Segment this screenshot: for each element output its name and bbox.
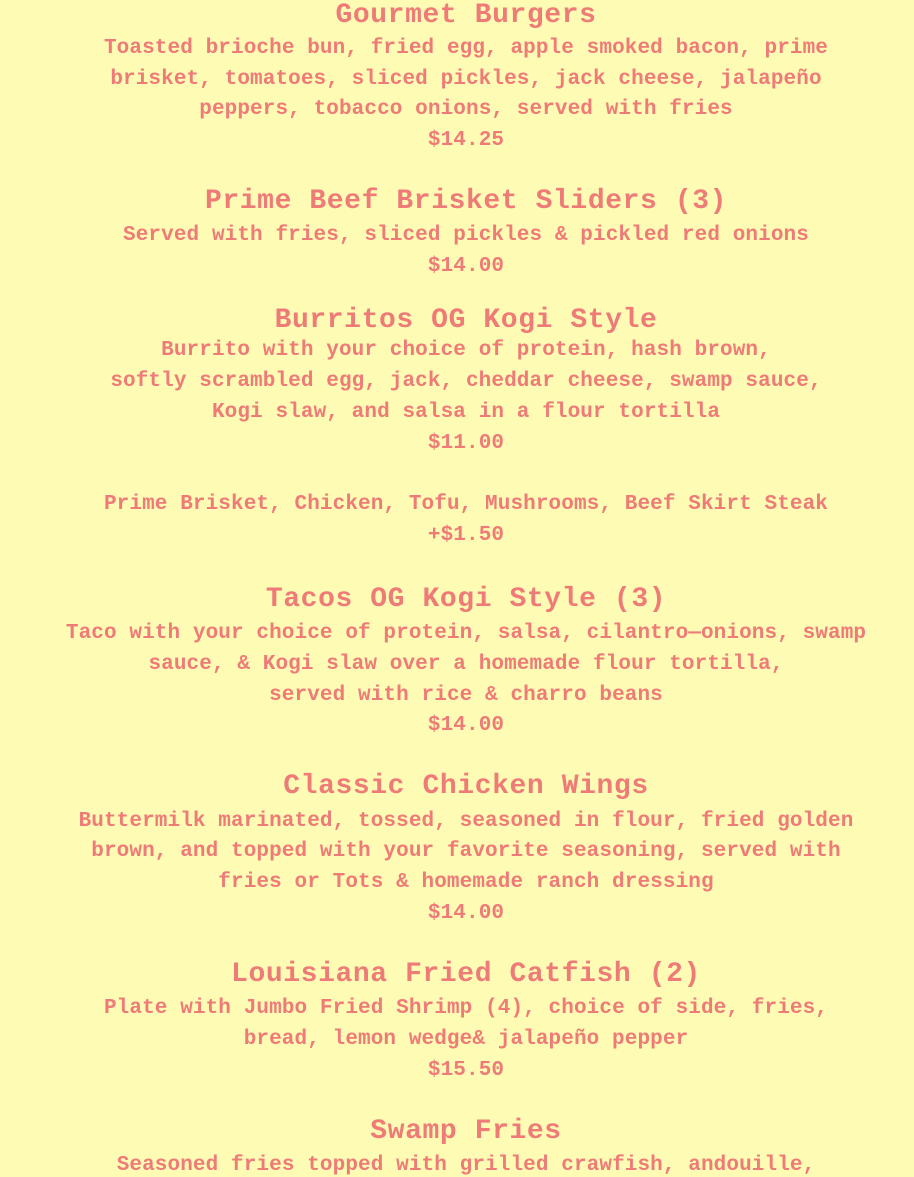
item-description-line: brisket, tomatoes, sliced pickles, jack cheese, jalapeño bbox=[110, 68, 822, 91]
item-description-line: Taco with your choice of protein, salsa, cilantro—onions, swamp bbox=[65, 622, 867, 645]
item-description-line: Burrito with your choice of protein, hash brown, bbox=[161, 339, 771, 362]
item-description-line: served with rice & charro beans bbox=[269, 684, 663, 707]
item-price-burritos: $11.00 bbox=[427, 432, 505, 455]
item-description-line: Seasoned fries topped with grilled crawfish, andouille, bbox=[116, 1154, 816, 1177]
item-title-swamp-fries: Swamp Fries bbox=[370, 1116, 562, 1147]
item-title-catfish: Louisiana Fried Catfish (2) bbox=[231, 959, 701, 990]
item-title-gourmet-burgers: Gourmet Burgers bbox=[335, 0, 597, 31]
item-description-line: Plate with Jumbo Fried Shrimp (4), choice of side, fries, bbox=[103, 997, 829, 1020]
item-description-line: Toasted brioche bun, fried egg, apple smoked bacon, prime bbox=[103, 37, 829, 60]
protein-options: Prime Brisket, Chicken, Tofu, Mushrooms, Beef Skirt Steak bbox=[103, 493, 829, 516]
item-description-line: bread, lemon wedge& jalapeño pepper bbox=[243, 1028, 689, 1051]
item-price-tacos: $14.00 bbox=[427, 714, 505, 737]
item-description-line: peppers, tobacco onions, served with fries bbox=[199, 98, 733, 121]
protein-upcharge: +$1.50 bbox=[427, 524, 505, 547]
item-price-brisket-sliders: $14.00 bbox=[427, 255, 505, 278]
item-price-gourmet-burgers: $14.25 bbox=[427, 129, 505, 152]
item-title-tacos: Tacos OG Kogi Style (3) bbox=[265, 584, 667, 615]
item-price-catfish: $15.50 bbox=[427, 1059, 505, 1082]
item-description-line: Served with fries, sliced pickles & pickled red onions bbox=[123, 224, 809, 247]
item-price-chicken-wings: $14.00 bbox=[427, 902, 505, 925]
item-description-line: Buttermilk marinated, tossed, seasoned in flour, fried golden bbox=[78, 810, 854, 833]
item-title-burritos: Burritos OG Kogi Style bbox=[274, 305, 658, 336]
item-title-brisket-sliders: Prime Beef Brisket Sliders (3) bbox=[204, 186, 728, 217]
item-description-line: fries or Tots & homemade ranch dressing bbox=[218, 871, 714, 894]
item-description-line: sauce, & Kogi slaw over a homemade flour tortilla, bbox=[148, 653, 784, 676]
item-description-line: softly scrambled egg, jack, cheddar cheese, swamp sauce, bbox=[110, 370, 822, 393]
item-title-chicken-wings: Classic Chicken Wings bbox=[283, 771, 649, 802]
item-description-line: brown, and topped with your favorite seasoning, served with bbox=[91, 840, 841, 863]
item-description-line: Kogi slaw, and salsa in a flour tortilla bbox=[211, 401, 721, 424]
